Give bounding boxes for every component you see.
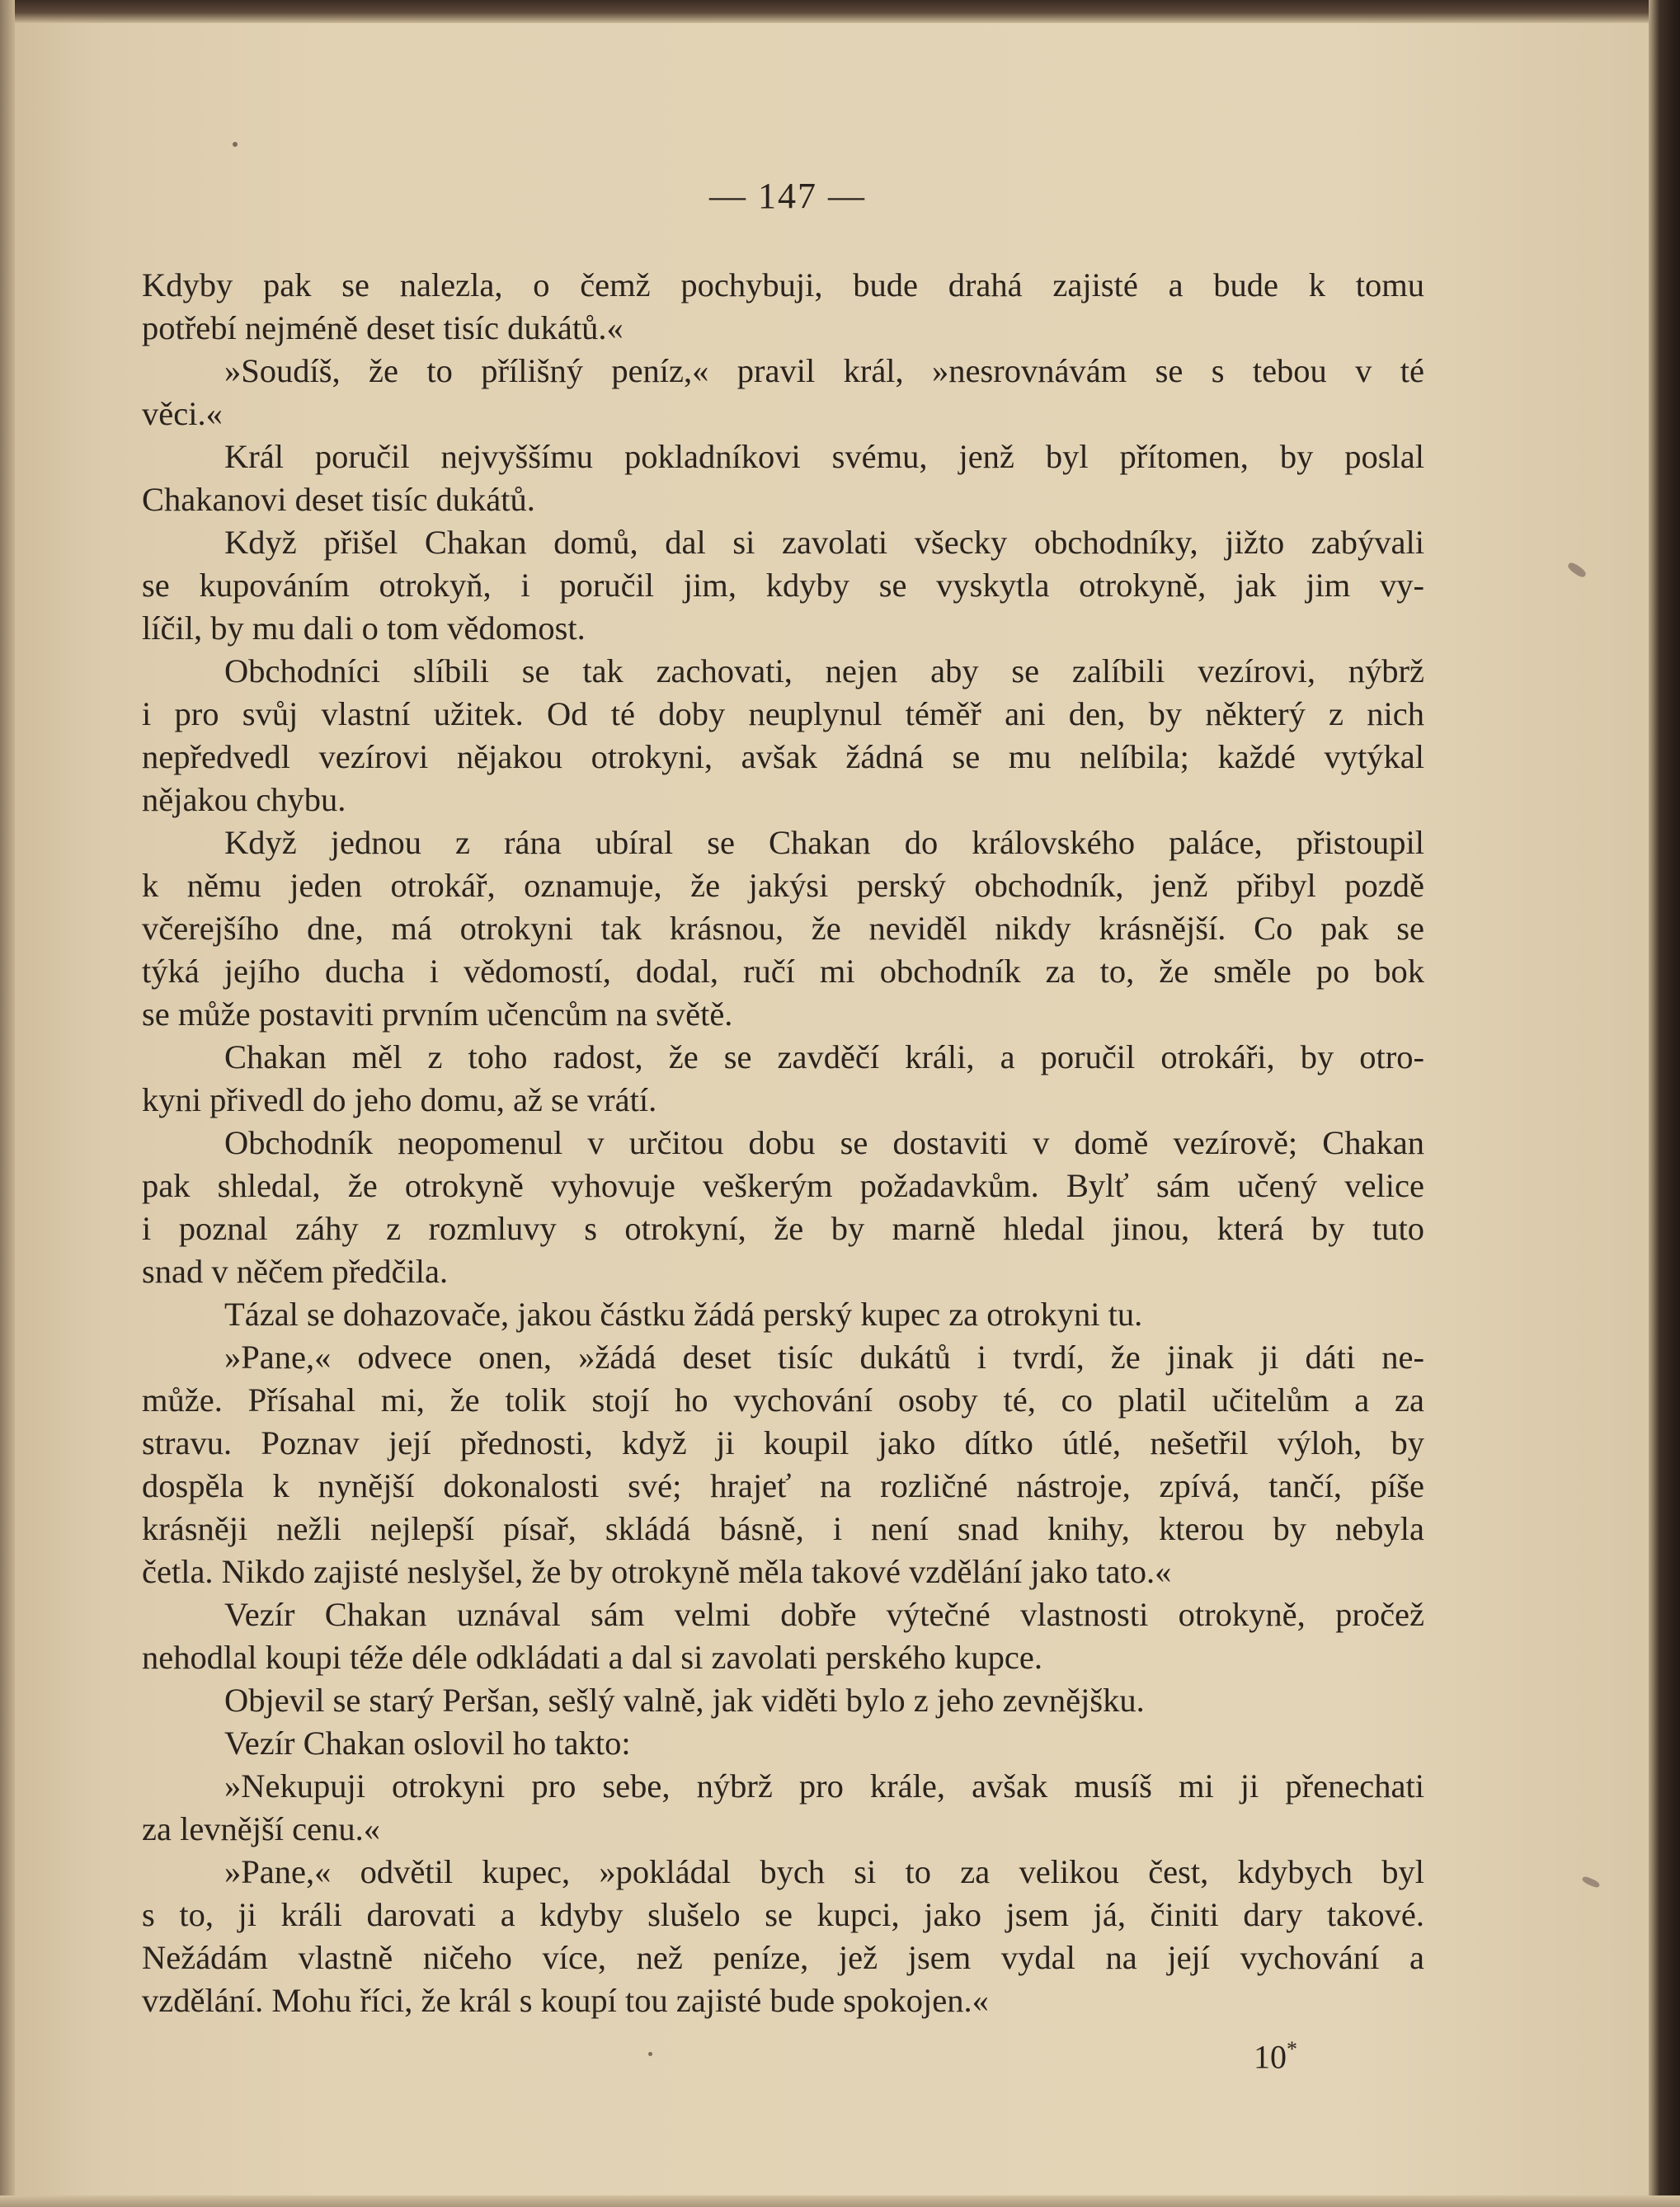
- text-line: potřebí nejméně deset tisíc dukátů.«: [142, 309, 624, 346]
- text-line: se může postaviti prvním učencům na světě.: [142, 995, 733, 1033]
- text-line: Když přišel Chakan domů, dal si zavolati všecky obchodníky, jižto zabývali: [224, 524, 1424, 561]
- signature-asterisk: *: [1287, 2037, 1297, 2061]
- signature-number: 10: [1254, 2038, 1287, 2076]
- text-line: včerejšího dne, má otrokyni tak krásnou, že neviděl nikdy krásnější. Co pak se: [142, 910, 1424, 947]
- text-line: Nežádám vlastně ničeho více, než peníze, jež jsem vydal na její vychování a: [142, 1939, 1424, 1976]
- text-line: líčil, by mu dali o tom vědomost.: [142, 609, 586, 647]
- text-line: Král poručil nejvyššímu pokladníkovi svému, jenž byl přítomen, by poslal: [224, 438, 1424, 475]
- text-line: nehodlal koupi téže déle odkládati a dal si zavolati perského kupce.: [142, 1639, 1042, 1676]
- page-top-edge: [0, 0, 1680, 23]
- text-line: věci.«: [142, 395, 223, 432]
- text-line: Vezír Chakan oslovil ho takto:: [224, 1725, 631, 1762]
- text-line: Obchodník neopomenul v určitou dobu se dostaviti v domě vezírově; Chakan: [224, 1124, 1424, 1161]
- text-line: »Pane,« odvece onen, »žádá deset tisíc dukátů i tvrdí, že jinak ji dáti ne-: [224, 1339, 1424, 1376]
- ink-speck: [233, 142, 238, 147]
- text-line: týká jejího ducha i vědomostí, dodal, ručí mi obchodník za to, že směle po bok: [142, 953, 1424, 990]
- text-line: i pro svůj vlastní užitek. Od té doby neuplynul téměř ani den, by některý z nich: [142, 695, 1424, 732]
- text-line: »Nekupuji otrokyni pro sebe, nýbrž pro krále, avšak musíš mi ji přenechati: [224, 1767, 1424, 1805]
- text-line: Chakanovi deset tisíc dukátů.: [142, 481, 535, 518]
- text-line: stravu. Poznav její přednosti, když ji koupil jako dítko útlé, nešetřil výloh, by: [142, 1424, 1424, 1461]
- text-line: četla. Nikdo zajisté neslyšel, že by otrokyně měla takové vzdělání jako tato.«: [142, 1553, 1172, 1590]
- paragraph: [142, 1851, 1424, 2022]
- page-bottom-edge: [0, 2195, 1680, 2207]
- text-line: Tázal se dohazovače, jakou částku žádá perský kupec za otrokyni tu.: [224, 1296, 1143, 1333]
- text-line: »Soudíš, že to přílišný peníz,« pravil král, »nesrovnávám se s tebou v té: [224, 352, 1424, 389]
- text-line: snad v něčem předčila.: [142, 1253, 449, 1290]
- paragraph: [142, 264, 1424, 350]
- text-line: k němu jeden otrokář, oznamuje, že jakýsi perský obchodník, jenž přibyl pozdě: [142, 867, 1424, 904]
- text-line: dospěla k nynější dokonalosti své; hrajeť na rozličné nástroje, zpívá, tančí, píše: [142, 1467, 1424, 1504]
- paragraph: [142, 1722, 1424, 1765]
- text-line: může. Přísahal mi, že tolik stojí ho vychování osoby té, co platil učitelům a za: [142, 1381, 1424, 1419]
- text-line: i poznal záhy z rozmluvy s otrokyní, že by marně hledal jinou, která by tuto: [142, 1210, 1424, 1247]
- text-line: vzdělání. Mohu říci, že král s koupí tou zajisté bude spokojen.«: [142, 1982, 989, 2019]
- text-line: »Pane,« odvětil kupec, »pokládal bych si to za velikou čest, kdybych byl: [224, 1853, 1424, 1890]
- text-line: Objevil se starý Peršan, sešlý valně, jak viděti bylo z jeho zevnějšku.: [224, 1682, 1145, 1719]
- text-line: pak shledal, že otrokyně vyhovuje veškerým požadavkům. Bylť sám učený velice: [142, 1167, 1424, 1204]
- paragraph: [142, 435, 1424, 521]
- text-line: krásněji nežli nejlepší písař, skládá básně, i není snad knihy, kterou by nebyla: [142, 1510, 1424, 1547]
- paragraph: [142, 650, 1424, 821]
- text-line: Obchodníci slíbili se tak zachovati, nejen aby se zalíbili vezírovi, nýbrž: [224, 652, 1424, 689]
- ink-speck: [1581, 1875, 1600, 1889]
- text-line: s to, ji králi darovati a kdyby slušelo se kupci, jako jsem já, činiti dary takové.: [142, 1896, 1424, 1933]
- text-line: za levnější cenu.«: [142, 1810, 380, 1847]
- signature-mark: [1254, 2037, 1297, 2076]
- paragraph: [142, 350, 1424, 435]
- text-line: Chakan měl z toho radost, že se zavděčí králi, a poručil otrokáři, by otro-: [224, 1038, 1424, 1075]
- text-line: Kdyby pak se nalezla, o čemž pochybuji, bude drahá zajisté a bude k tomu: [142, 266, 1424, 304]
- page-number: — 147 —: [709, 176, 866, 216]
- body-text: [142, 264, 1424, 2022]
- paragraph: [142, 1293, 1424, 1336]
- text-line: Vezír Chakan uznával sám velmi dobře výtečné vlastnosti otrokyně, pročež: [224, 1596, 1424, 1633]
- ink-speck: [1566, 561, 1587, 579]
- paragraph: [142, 821, 1424, 1036]
- paragraph: [142, 1593, 1424, 1679]
- paragraph: [142, 1122, 1424, 1293]
- page-right-edge: [1649, 0, 1680, 2207]
- paragraph: [142, 1336, 1424, 1593]
- text-line: Když jednou z rána ubíral se Chakan do královského paláce, přistoupil: [224, 824, 1424, 861]
- ink-speck: [648, 2052, 652, 2056]
- text-line: nepředvedl vezírovi nějakou otrokyni, avšak žádná se mu nelíbila; každé vytýkal: [142, 738, 1424, 775]
- text-line: nějakou chybu.: [142, 781, 346, 818]
- paragraph: [142, 1765, 1424, 1851]
- paragraph: [142, 521, 1424, 650]
- paragraph: [142, 1036, 1424, 1122]
- page-left-edge: [0, 0, 15, 2207]
- text-line: kyni přivedl do jeho domu, až se vrátí.: [142, 1081, 657, 1118]
- text-line: se kupováním otrokyň, i poručil jim, kdyby se vyskytla otrokyně, jak jim vy-: [142, 567, 1424, 604]
- paragraph: [142, 1679, 1424, 1722]
